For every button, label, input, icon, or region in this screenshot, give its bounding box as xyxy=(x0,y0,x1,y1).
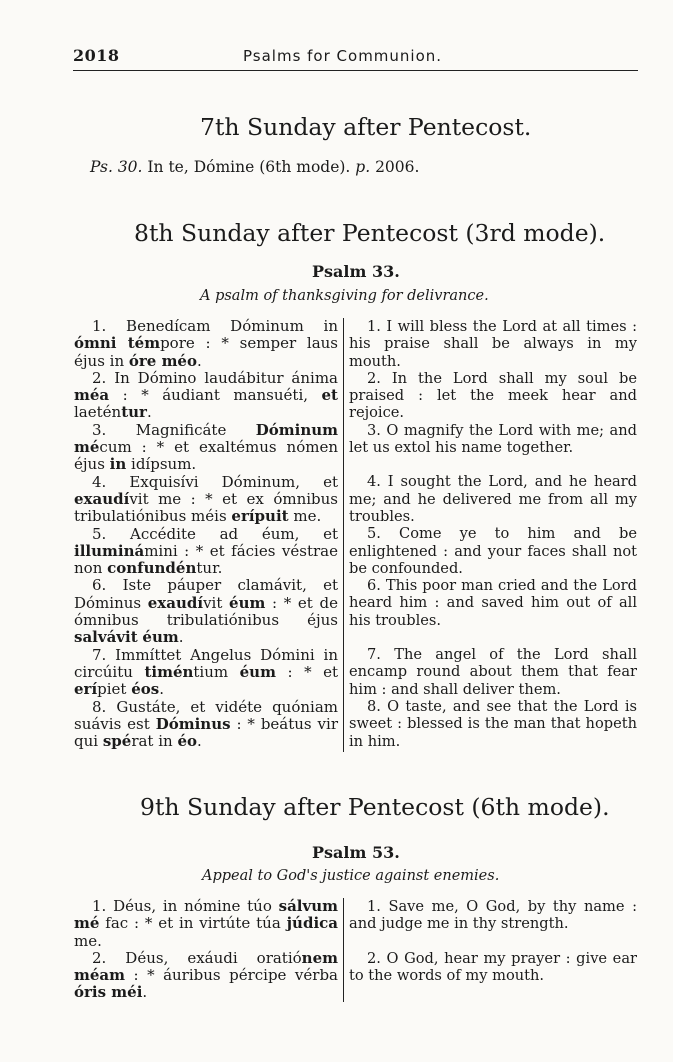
running-title: Psalms for Communion. xyxy=(243,47,443,65)
psalm-reference xyxy=(90,158,419,176)
running-header xyxy=(73,44,638,70)
psalm-53-english-column xyxy=(349,898,637,984)
psalm-33-english-verse-5: 5. Come ye to him and be enlightened : and your faces shall not be confounded. xyxy=(349,525,637,577)
psalm-33-latin-verse-1: 1. Benedícam Dóminum in ómni témpore : * semper laus éjus in óre méo. xyxy=(74,317,339,370)
psalm-33-latin-verse-3: 3. Magnificáte Dóminum mécum : * et exaltémus nómen éjus in idípsum. xyxy=(74,420,338,474)
psalm-53-latin-verse-1: 1. Déus, in nómine túo sálvum mé fac : * et in virtúte túa júdica me. xyxy=(74,897,338,950)
psalm-33-english-verse-1: 1. I will bless the Lord at all times : his praise shall be always in my mouth. xyxy=(349,318,637,370)
psalm-33-latin-verse-2: 2. In Dómino laudábitur ánima méa : * áudiant mansuéti, et laeténtur. xyxy=(74,368,338,422)
psalm-33-subtitle: A psalm of thanksgiving for delivrance. xyxy=(200,288,489,304)
psalm-53-latin-column xyxy=(74,898,338,1002)
section-heading-7th-sunday: 7th Sunday after Pentecost. xyxy=(200,113,532,141)
psalm-33-english-verse-4: 4. I sought the Lord, and he heard me; and he delivered me from all my troubles. xyxy=(349,473,637,525)
psalm-ref-prefix: Ps. 30. xyxy=(90,158,143,176)
psalm-53-subtitle: Appeal to God's justice against enemies. xyxy=(202,868,500,884)
psalm-53-english-verse-2: 2. O God, hear my prayer : give ear to the words of my mouth. xyxy=(349,949,637,984)
psalm-53-english-verse-1: 1. Save me, O God, by thy name : and judge me in thy strength. xyxy=(349,898,637,933)
page-number: 2018 xyxy=(73,46,120,65)
column-divider xyxy=(343,898,344,1002)
psalm-ref-title: In te, Dómine (6th mode). xyxy=(142,158,356,176)
psalm-33-english-verse-6: 6. This poor man cried and the Lord heard him : and saved him out of all his troubles. xyxy=(349,577,637,629)
psalm-33-latin-verse-8: 8. Gustáte, et vidéte quóniam suávis est Dóminus : * beátus vir qui spérat in éo. xyxy=(74,697,338,751)
psalm-33-title: Psalm 33. xyxy=(312,262,400,281)
psalm-53-latin-verse-2: 2. Déus, exáudi oratiónem méam : * áuribus pércipe vérba óris méi. xyxy=(74,948,338,1002)
psalm-33-english-verse-3: 3. O magnify the Lord with me; and let us extol his name together. xyxy=(349,421,637,457)
psalm-33-english-verse-2: 2. In the Lord shall my soul be praised : let the meek hear and rejoice. xyxy=(349,369,637,422)
section-heading-9th-sunday: 9th Sunday after Pentecost (6th mode). xyxy=(140,793,610,821)
psalm-33-latin-verse-4: 4. Exquisívi Dóminum, et exaudívit me : * et ex ómnibus tribulatiónibus méis erípuit me. xyxy=(74,472,338,526)
psalm-ref-p: p. xyxy=(355,158,371,176)
psalm-33-latin-verse-5: 5. Accédite ad éum, et illuminámini : * et fácies véstrae non confundéntur. xyxy=(74,524,338,578)
psalm-33-latin-verse-6: 6. Iste páuper clamávit, et Dóminus exaudívit éum : * et de ómnibus tribulatiónibus éjus salvávit éum. xyxy=(74,576,338,647)
psalm-53-title: Psalm 53. xyxy=(312,843,400,862)
column-divider xyxy=(343,318,344,752)
psalm-33-english-column xyxy=(349,318,637,750)
header-rule xyxy=(73,70,638,71)
psalm-33-english-verse-7: 7. The angel of the Lord shall encamp round about them that fear him : and shall deliver them. xyxy=(349,646,637,698)
section-heading-8th-sunday: 8th Sunday after Pentecost (3rd mode). xyxy=(134,219,606,247)
psalm-33-latin-column xyxy=(74,318,338,750)
psalm-33-english-verse-8: 8. O taste, and see that the Lord is sweet : blessed is the man that hopeth in him. xyxy=(349,697,637,750)
psalm-33-latin-verse-7: 7. Immíttet Angelus Dómini in circúitu timéntium éum : * et erípiet éos. xyxy=(74,645,339,699)
psalm-ref-page: 2006. xyxy=(370,158,420,176)
